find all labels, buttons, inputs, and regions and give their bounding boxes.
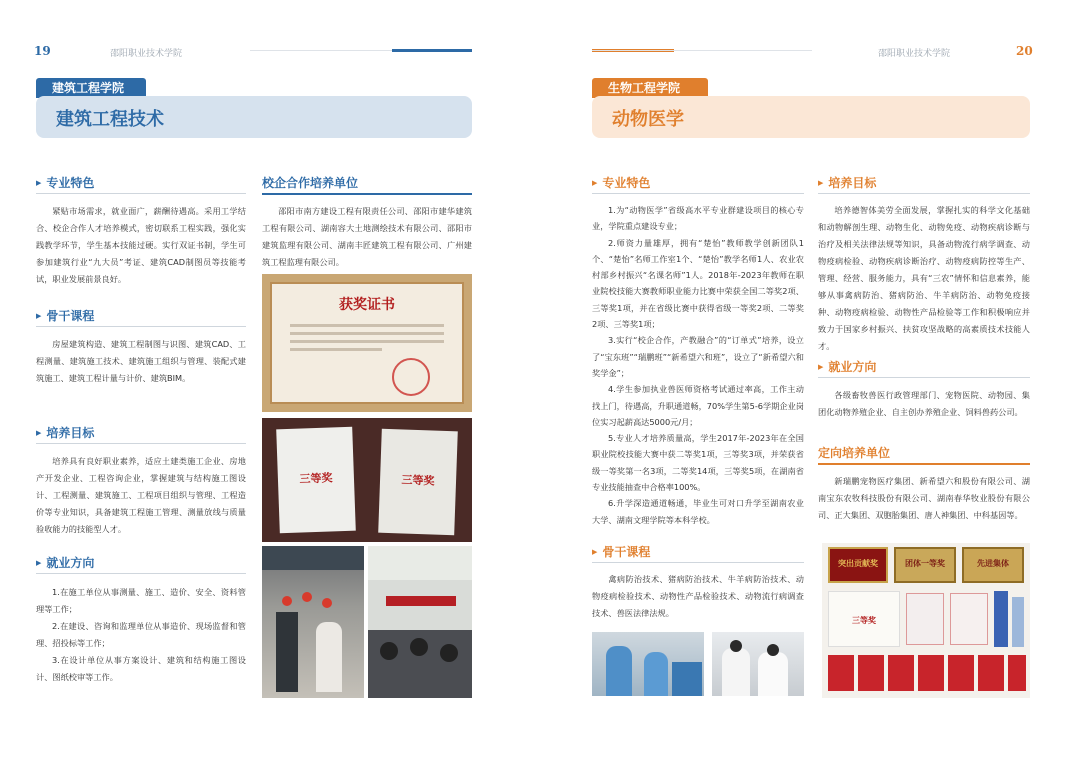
- section-rule: [818, 193, 1030, 194]
- college-tag: 生物工程学院: [592, 78, 708, 98]
- major-title-box: [36, 96, 472, 138]
- section-rule: [592, 562, 804, 563]
- section-accent-rule: [262, 193, 472, 195]
- section-rule: [36, 573, 246, 574]
- feature-list: [592, 202, 804, 528]
- header-accent-rule: [392, 49, 472, 52]
- page-number: 20: [1016, 44, 1033, 58]
- section-title-partners: 校企合作培养单位: [262, 176, 359, 190]
- section-title-core: ▶ 骨干课程: [592, 545, 651, 559]
- college-tag: 建筑工程学院: [36, 78, 146, 98]
- page-header: 邵阳职业技术学院: [878, 49, 951, 59]
- triangle-icon: ▶: [36, 429, 42, 437]
- triangle-icon: ▶: [36, 179, 42, 187]
- section-title-goal: ▶ 培养目标: [818, 176, 877, 190]
- career-text: 各级畜牧兽医行政管理部门、宠物医院、动物园、集团化动物养殖企业、自主创办养殖企业、饲料兽药公司。: [818, 390, 1030, 417]
- triangle-icon: ▶: [592, 548, 598, 556]
- section-rule: [818, 377, 1030, 378]
- section-title-placement: 定向培养单位: [818, 446, 891, 460]
- feature-item: 5.专业人才培养质量高，学生2017年-2023年在全国职业院校技能大赛中获二等奖1项，三等奖3项，并荣获省级一等奖第一名3项，二等奖14项，三等奖5项，在湖南省专业技能抽查中合格率100%。: [592, 433, 804, 493]
- career-item: 2.在建设、咨询和监理单位从事造价、现场监督和管理、招投标等工作；: [36, 621, 246, 648]
- triangle-icon: ▶: [36, 312, 42, 320]
- triangle-icon: ▶: [818, 179, 824, 187]
- core-text: 禽病防治技术、猪病防治技术、牛羊病防治技术、动物疫病检验技术、动物性产品检验技术、动物流行病调查技术、兽医法律法规。: [592, 574, 804, 618]
- section-title-career: ▶ 就业方向: [818, 360, 877, 374]
- partners-text: 邵阳市南方建设工程有限责任公司、邵阳市建华建筑工程有限公司、湖南容大土地测绘技术有限公司、邵阳市建筑监理有限公司、湖南丰匠建筑工程有限公司、广州建筑工程监理有限公司。: [262, 206, 472, 267]
- major-title: 建筑工程技术: [56, 109, 164, 130]
- plaque-text: 突出贡献奖: [838, 559, 878, 568]
- goal-text: 培养德智体美劳全面发展，掌握扎实的科学文化基础和动物解剖生理、动物生化、动物免疫、动物疾病诊断与治疗及相关法律法规等知识，具备动物流行病学调查、动物疫病检验、动物疾病诊断治疗、动物疫病防控等生产、管理、经营、服务能力，具有“三农”情怀和信息素养，能够从事禽病防治、猪病防治、牛羊病防治、动物免疫接种、动物疫病检验、动物性产品检验等工作和积极响应并致力于国家乡村振兴、扶贫攻坚战略的高素质技术技能人才。: [818, 205, 1030, 351]
- feature-item: 6.升学深造通道畅通，毕业生可对口升学至湖南农业大学、湖南文理学院等本科学校。: [592, 498, 804, 525]
- plaque-text: 团体一等奖: [905, 559, 945, 568]
- section-title-feature: ▶ 专业特色: [592, 176, 651, 190]
- core-text: 房屋建筑构造、建筑工程制图与识图、建筑CAD、工程测量、建筑施工技术、建筑施工组织与管理、装配式建筑施工、建筑工程计量与计价、建筑BIM。: [36, 339, 246, 383]
- feature-item: 2.师资力量雄厚，拥有“楚怡”教师教学创新团队1个、“楚怡”名师工作室1个、“楚怡”教学名师1人、农业农村部乡村振兴“名课名师”1人。2018年-2023年教师在职业院校技能大赛教师职业能力比赛中荣获全国二等奖2项、三等奖1项，并在省级比赛中获得省级一等奖2项、二等奖2项、三等奖1项；: [592, 237, 804, 330]
- section-title-core: ▶ 骨干课程: [36, 309, 95, 323]
- certificate-photo: [262, 274, 472, 412]
- section-title-goal: ▶ 培养目标: [36, 426, 95, 440]
- section-rule: [36, 326, 246, 327]
- major-title: 动物医学: [612, 109, 684, 130]
- lab-photo: [712, 632, 804, 696]
- section-title-career: ▶ 就业方向: [36, 556, 95, 570]
- section-rule: [36, 443, 246, 444]
- page-number: 19: [34, 44, 51, 58]
- goal-text: 培养具有良好职业素养，适应土建类施工企业、房地产开发企业、工程咨询企业，掌握建筑与结构施工图设计、工程测量、建筑施工、工程项目组织与管理、工程造价等专业知识，具备建筑工程施工管理、测量放线与质量验收能力的技能型人才。: [36, 456, 246, 534]
- career-item: 1.在施工单位从事测量、施工、造价、安全、资料管理等工作；: [36, 587, 246, 614]
- feature-text: 紧贴市场需求，就业面广，薪酬待遇高。采用工学结合、校企合作人才培养模式，密切联系工程实践，强化实践教学环节，学生基本技能过硬。实行双证书制，学生可参加建筑行业“九大员”考证、建筑CAD制图员等技能考试，职业发展前景良好。: [36, 206, 246, 284]
- page-header: 邵阳职业技术学院: [110, 49, 183, 59]
- triangle-icon: ▶: [818, 363, 824, 371]
- award-label: 三等奖: [401, 473, 435, 488]
- section-rule: [592, 193, 804, 194]
- feature-item: 4.学生参加执业兽医师资格考试通过率高，工作主动找上门，待遇高，升职通道畅，70%学生第5-6学期企业岗位实习起薪高达5000元/月；: [592, 384, 804, 427]
- major-title-box: [592, 96, 1030, 138]
- feature-item: 1.为“动物医学”省级高水平专业群建设项目的核心专业，学院重点建设专业；: [592, 205, 804, 232]
- section-title-feature: ▶ 专业特色: [36, 176, 95, 190]
- feature-item: 3.实行“校企合作，产教融合”的“订单式”培养，设立了“宝东班”“瑞鹏班”“新希望六和班”，设立了“新希望六和奖学金”；: [592, 335, 804, 378]
- seal-icon: [392, 358, 430, 396]
- awards-wall-photo: [822, 543, 1030, 698]
- career-item: 3.在设计单位从事方案设计、建筑和结构施工图设计、图纸校审等工作。: [36, 655, 246, 682]
- construction-site-photo: [262, 546, 364, 698]
- certificate-title: 获奖证书: [339, 297, 395, 313]
- header-rule: [592, 50, 812, 51]
- section-accent-rule: [818, 463, 1030, 465]
- right-page: [540, 0, 1080, 763]
- surgery-photo: [592, 632, 704, 696]
- award-booklets-photo: [262, 418, 472, 542]
- triangle-icon: ▶: [36, 559, 42, 567]
- classroom-photo: [368, 546, 472, 698]
- award-label: 三等奖: [299, 471, 333, 486]
- plaque-text: 先进集体: [977, 559, 1009, 568]
- career-list: [36, 584, 246, 686]
- plaque-text: 三等奖: [852, 616, 876, 625]
- triangle-icon: ▶: [592, 179, 598, 187]
- placement-text: 新瑞鹏宠物医疗集团、新希望六和股份有限公司、湖南宝东农牧科技股份有限公司、湖南春华牧业股份有限公司、正大集团、双胞胎集团、唐人神集团、中科基因等。: [818, 476, 1030, 520]
- section-rule: [36, 193, 246, 194]
